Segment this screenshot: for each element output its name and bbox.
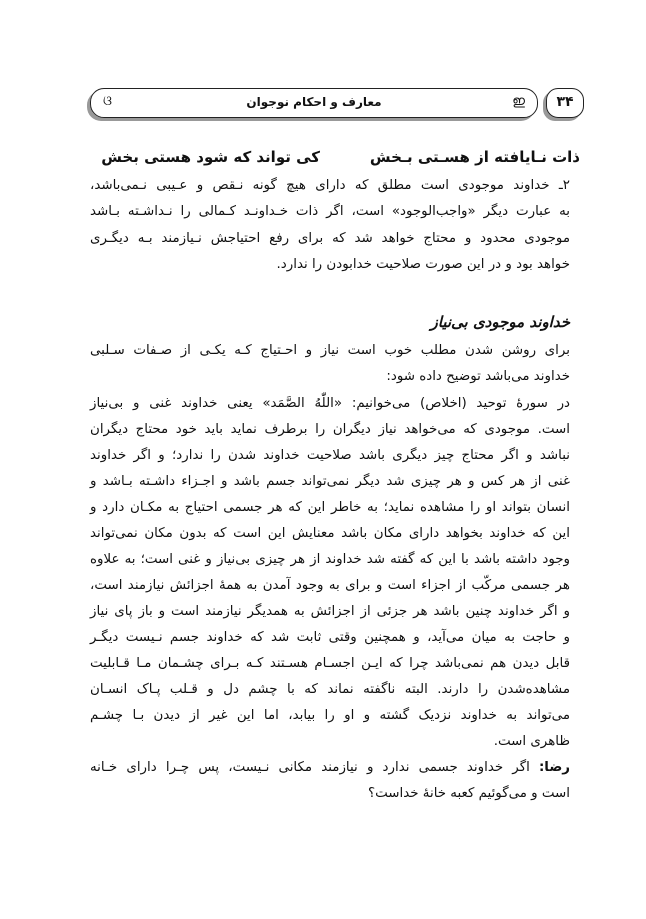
running-header [90,88,538,118]
text-line: موجودی محدود و محتاج خواهد شد که برای رفع احتیاجش نـیازمند بـه دیگـری [90,231,570,246]
book-title: معارف و احکام نوجوان [246,95,382,109]
ornament-left-icon: ଓ [103,94,112,109]
text-line: و حاجت به میان می‌آید، و همچنین وقتی ثابت شد که خداوند جسم نـیست دیگـر [90,630,570,645]
text-line: هر جسمی مرکّب از اجزاء است و برای به وجود آمدن به همهٔ اجزائش نیازمند است، [90,578,570,593]
speaker-name: رضا: [538,760,570,775]
text-line: وجود داشته باشد با این که گفته شد خداوند از هر چیزی بی‌نیاز و غنی است؛ به علاوه [90,552,570,567]
text-line: خداوند می‌باشد توضیح داده شود: [386,369,570,384]
text-line: خواهد بود و در این صورت صلاحیت خدابودن را ندارد. [276,257,570,272]
ornament-right-icon: ഇ [512,94,525,109]
text-line: است و می‌گوئیم کعبه خانهٔ خداست؟ [368,786,570,801]
text-line: مشاهده‌شدن را دارند. البته ناگفته نماند که با چشم دل و قـلب پـاک انسـان [90,682,570,697]
text-line: می‌تواند به خداوند نزدیک گشته و او را بیابد، اما این غیر از دیدن بـا چشـم [90,708,570,723]
text-line: در سورهٔ توحید (اخلاص) می‌خوانیم: «اللّٰهُ الصَّمَد» یعنی خداوند غنی و بی‌نیاز [90,396,570,411]
text-line: برای روشن شدن مطلب خوب است نیاز و احـتیاج کـه یکـی از صـفات سـلبی [90,343,570,358]
text-line: ۲ـ خداوند موجودی است مطلق که دارای هیچ گونه نـقص و عـیبی نـمی‌باشد، [90,178,570,193]
text-line: قابل دیدن هم نمی‌باشد چرا که ایـن اجسـام هسـتند کـه بـرای چشـمان مـا قـابلیت [90,656,570,671]
page-number: ۳۴ [546,88,584,118]
text-line: و اگر خداوند چنین باشد هر جزئی از اجزائش به همدیگر نیازمند است و باز پای نیاز [90,604,570,619]
text-line: است. موجودی که می‌خواهد نیاز دیگران را برطرف نماید باید خود محتاج دیگران [90,422,570,437]
hemistich-right: ذات نـایافته از هسـتی بـخش [369,148,580,166]
text-line: ظاهری است. [493,734,570,749]
text-line: غنی از هر کس و هر چیزی شد دیگر نمی‌تواند جسم باشد و اجـزاء داشـته بـاشد و [90,474,570,489]
text-line [90,760,570,775]
hemistich-left: کی تواند که شود هستی بخش [101,148,320,166]
text-line: به عبارت دیگر «واجب‌الوجود» است، اگر ذات خـداونـد کـمالی را نـداشـته بـاشد [90,204,570,219]
section-heading: خداوند موجودی بی‌نیاز [430,313,570,331]
text-line: نباشد و اگر محتاج چیز دیگری باشد صلاحیت خداوند شدن را ندارد؛ و اگر خداوند [90,448,570,463]
question-text: اگر خداوند جسمی ندارد و نیازمند مکانی نـیست، پس چـرا دارای خـانه [90,760,530,775]
text-line: این که خداوند بخواهد دارای مکان باشد معنایش این است که بدون مکان نمی‌تواند [90,526,570,541]
text-line: انسان بتواند او را مشاهده نماید؛ به خاطر این که هر جسمی احتیاج به مکـان دارد و [90,500,570,515]
